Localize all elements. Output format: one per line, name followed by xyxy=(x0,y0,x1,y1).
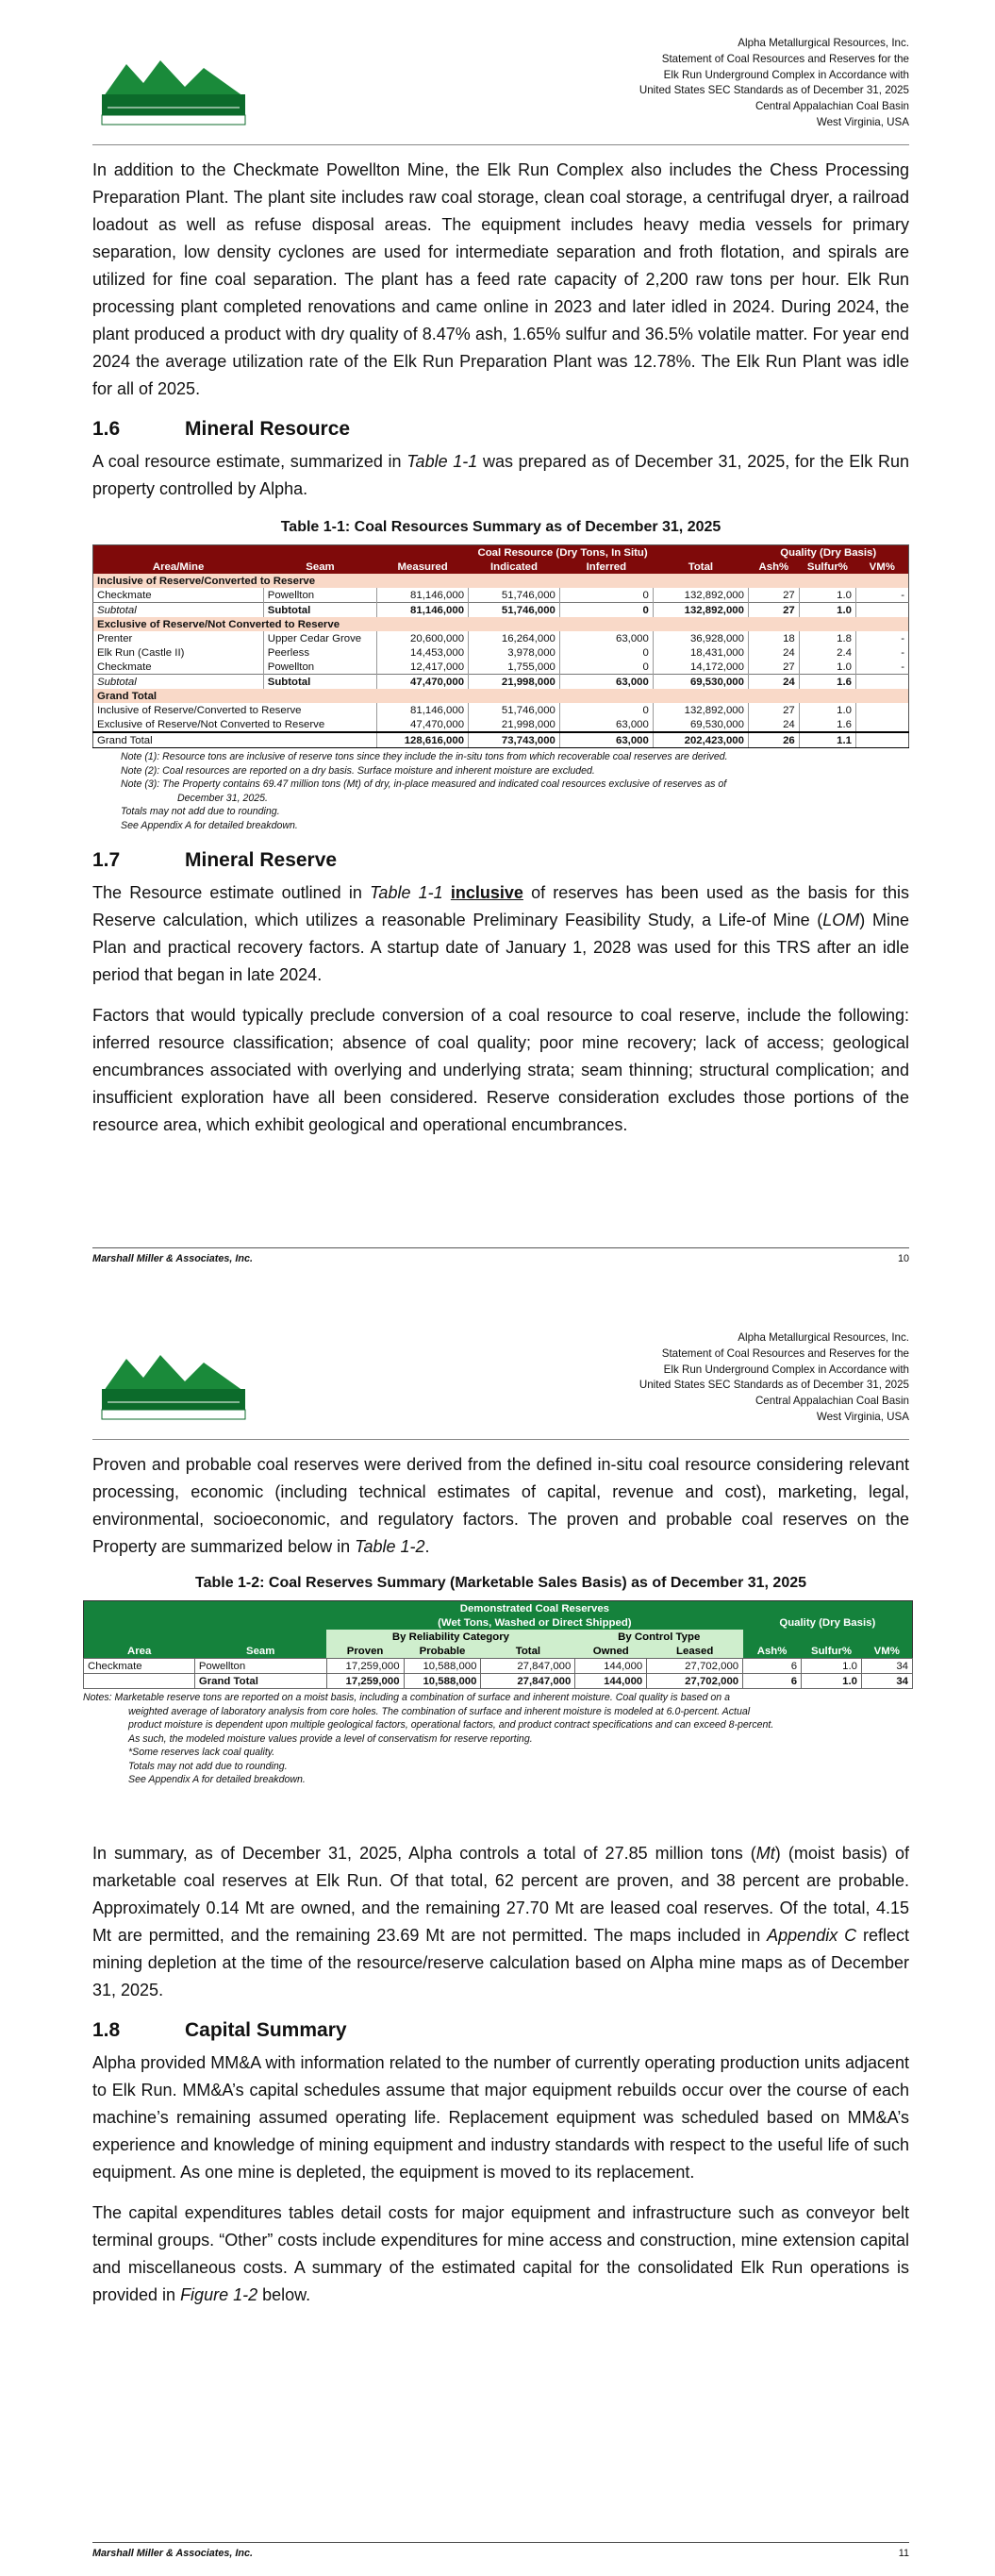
table-cell: 1.0 xyxy=(802,1659,862,1674)
table-cell: Grand Total xyxy=(93,732,377,748)
table-cell: 21,998,000 xyxy=(469,717,560,732)
table-cell: Peerless xyxy=(263,645,376,660)
table-cell: 51,746,000 xyxy=(469,603,560,618)
table-1-1-caption: Table 1-1: Coal Resources Summary as of December 31, 2025 xyxy=(280,519,721,535)
table-cell xyxy=(855,717,908,732)
table-cell: 34 xyxy=(862,1674,913,1689)
table-grand-total-row xyxy=(93,732,909,748)
page-number: 11 xyxy=(898,2548,909,2559)
page-footer xyxy=(92,1253,909,1264)
table-cell: 34 xyxy=(862,1659,913,1674)
page-11 xyxy=(0,1295,995,2576)
table-cell: 0 xyxy=(559,588,653,603)
table-cell: 63,000 xyxy=(559,732,653,748)
table-cell: Exclusive of Reserve/Not Converted to Reserve xyxy=(93,617,909,631)
mma-logo xyxy=(98,1349,249,1423)
table-cell: 81,146,000 xyxy=(377,603,469,618)
table-cell: 18 xyxy=(748,631,799,645)
table-cell: Inclusive of Reserve/Converted to Reserve xyxy=(97,704,302,716)
report-header-text: Alpha Metallurgical Resources, Inc. Statement of Coal Resources and Reserves for the Elk Run Underground Complex in Accordance with United States SEC Standards as of December 31, 2025 Central Appalachian Coal Basin West Virginia, USA xyxy=(638,37,909,128)
table-cell: Subtotal xyxy=(263,675,376,690)
table-cell: 81,146,000 xyxy=(377,588,469,603)
table-cell: - xyxy=(855,631,908,645)
table-cell: 144,000 xyxy=(575,1674,647,1689)
table-cell: 0 xyxy=(559,603,653,618)
table-row xyxy=(84,1659,913,1674)
table-cell: Grand Total xyxy=(194,1674,326,1689)
table-cell: Exclusive of Reserve/Not Converted to Reserve xyxy=(97,718,325,730)
table-cell xyxy=(84,1674,195,1689)
section-1-6-paragraph: A coal resource estimate, summarized in Table 1-1 was prepared as of December 31, 2025, for the Elk Run property controlled by Alpha. xyxy=(92,452,910,498)
table-cell: 1,755,000 xyxy=(469,660,560,675)
table-grand-total-row xyxy=(84,1674,913,1689)
report-header-text: Alpha Metallurgical Resources, Inc. Statement of Coal Resources and Reserves for the Elk Run Underground Complex in Accordance with United States SEC Standards as of December 31, 2025 Central Appalachian Coal Basin West Virginia, USA xyxy=(638,1331,909,1423)
section-1-8-heading: 1.8 Capital Summary xyxy=(92,2019,347,2041)
table-cell: - xyxy=(855,645,908,660)
quality-header: Quality (Dry Basis) xyxy=(743,1601,913,1645)
table-cell: Checkmate xyxy=(97,589,152,601)
table-subtotal-row xyxy=(93,675,909,690)
table-cell: 36,928,000 xyxy=(653,631,748,645)
table-1-1-notes: Note (1): Resource tons are inclusive of reserve tons since they include the in-situ tons from which recoverable coal reserves are derived. Note (2): Coal resources are reported on a dry basis. Surface moisture and inherent moisture are excluded. Note (3): The Property contains 69.47 million tons (Mt) of dry, in-place measured and indicated coal resources exclusive of reserves as of December 31, 2025. Totals may not add due to rounding. See Appendix A for detailed breakdown. xyxy=(121,751,728,831)
table-cell: 14,453,000 xyxy=(377,645,469,660)
table-cell: 27,847,000 xyxy=(481,1674,575,1689)
table-cell: 1.0 xyxy=(799,660,855,675)
page-10-body xyxy=(92,157,909,1139)
table-cell: 63,000 xyxy=(559,631,653,645)
mma-logo xyxy=(98,55,249,128)
table-cell: Powellton xyxy=(263,588,376,603)
table-cell: Subtotal xyxy=(93,675,264,690)
section-1-7-paragraph-2: Factors that would typically preclude conversion of a coal resource to coal reserve, include the following: inferred resource classification; absence of coal quality; poor mine recovery; lack of access; geological encumbrances associated with overlying and underlying strata; seam thinning; structural complication; and insufficient exploration have all been considered. Reserve consideration excludes those portions of the resource area, which exhibit geological and operational encumbrances. xyxy=(92,1006,909,1134)
table-cell: 63,000 xyxy=(559,717,653,732)
table-cell: 27 xyxy=(748,660,799,675)
table-cell: 2.4 xyxy=(799,645,855,660)
table-cell: 132,892,000 xyxy=(653,588,748,603)
table-cell: Inclusive of Reserve/Converted to Reserve xyxy=(93,574,909,588)
table-cell: Powellton xyxy=(194,1659,326,1674)
table-cell: 27 xyxy=(748,588,799,603)
table-cell: 0 xyxy=(559,645,653,660)
page-footer xyxy=(92,2548,909,2559)
reliability-header: By Reliability Category xyxy=(326,1630,575,1644)
table-cell: 81,146,000 xyxy=(377,703,469,717)
reserves-intro-paragraph: Proven and probable coal reserves were derived from the defined in-situ coal resource considering relevant processing, economic (including technical estimates of capital, revenue and cost), marketing, legal, environmental, socioeconomic, and regulatory factors. The proven and probable coal reserves on the Property are summarized below in Table 1-2. xyxy=(92,1455,909,1556)
table-cell: Checkmate xyxy=(84,1659,195,1674)
reserves-group-header: Demonstrated Coal Reserves xyxy=(326,1601,743,1616)
reserves-subgroup-header: (Wet Tons, Washed or Direct Shipped) xyxy=(326,1615,743,1630)
table-cell: 17,259,000 xyxy=(326,1674,404,1689)
table-cell: 51,746,000 xyxy=(469,703,560,717)
table-1-2-wrap xyxy=(83,1600,913,1787)
table-cell: 144,000 xyxy=(575,1659,647,1674)
table-1-2-column-headers: Area Seam Proven Probable Total Owned Leased Ash% Sulfur% VM% xyxy=(84,1644,913,1659)
table-row xyxy=(93,588,909,603)
table-row xyxy=(93,660,909,675)
table-1-2-notes: Notes: Marketable reserve tons are reported on a moist basis, including a combination of surface and inherent moisture. Coal quality is based on a weighted average of laboratory analysis from core holes. The combination of surface and inherent moisture is modeled at 6.0-percent. Actual product moisture is dependent upon multiple geological factors, operational factors, and product contract specifications and can exceed 8-percent. As such, the modeled moisture values provide a level of conservatism for reserve reporting. *Some reserves lack coal quality. Totals may not add due to rounding. See Appendix A for detailed breakdown. xyxy=(83,1692,774,1785)
table-cell: 6 xyxy=(743,1674,802,1689)
section-1-7-heading: 1.7 Mineral Reserve xyxy=(92,849,338,871)
table-cell: - xyxy=(855,588,908,603)
table-cell: 47,470,000 xyxy=(377,675,469,690)
header-divider xyxy=(92,1439,909,1440)
table-row xyxy=(93,717,909,732)
page-11-body xyxy=(92,1451,909,1600)
table-cell: 63,000 xyxy=(559,675,653,690)
table-cell xyxy=(855,675,908,690)
table-section-header xyxy=(93,617,909,631)
table-cell: 6 xyxy=(743,1659,802,1674)
table-cell: 3,978,000 xyxy=(469,645,560,660)
table-cell xyxy=(855,603,908,618)
table-cell: 27,702,000 xyxy=(647,1659,743,1674)
section-1-7-paragraph-1: The Resource estimate outlined in Table 1-1 inclusive of reserves has been used as the basis for this Reserve calculation, which utilizes a reasonable Preliminary Feasibility Study, a Life-of Mine (LOM) Mine Plan and practical recovery factors. A startup date of January 1, 2028 was used for this TRS after an idle period that began in late 2024. xyxy=(92,883,909,984)
table-1-1-column-headers: Area/Mine Seam Measured Indicated Inferred Total Ash% Sulfur% VM% xyxy=(93,560,909,574)
table-cell: 73,743,000 xyxy=(469,732,560,748)
table-cell: 1.6 xyxy=(799,675,855,690)
header-divider xyxy=(92,144,909,145)
table-cell: Checkmate xyxy=(97,661,152,673)
table-row xyxy=(93,645,909,660)
resource-group-header: Coal Resource (Dry Tons, In Situ) xyxy=(377,545,749,560)
table-cell: 0 xyxy=(559,703,653,717)
table-cell: 14,172,000 xyxy=(653,660,748,675)
table-cell xyxy=(855,703,908,717)
table-cell: 10,588,000 xyxy=(404,1659,481,1674)
section-1-6-heading: 1.6 Mineral Resource xyxy=(92,418,351,440)
table-1-2 xyxy=(83,1600,913,1689)
table-cell: Grand Total xyxy=(93,689,909,703)
page-header xyxy=(0,0,995,151)
table-cell: 1.8 xyxy=(799,631,855,645)
table-cell: 24 xyxy=(748,645,799,660)
table-cell: 27 xyxy=(748,603,799,618)
quality-group-header: Quality (Dry Basis) xyxy=(748,545,908,560)
page-10 xyxy=(0,0,995,1283)
table-cell: 12,417,000 xyxy=(377,660,469,675)
table-cell: 18,431,000 xyxy=(653,645,748,660)
table-cell: 24 xyxy=(748,675,799,690)
table-cell: 1.0 xyxy=(799,588,855,603)
footer-divider xyxy=(92,1247,909,1248)
table-cell: Prenter xyxy=(97,632,133,644)
table-cell: 128,616,000 xyxy=(377,732,469,748)
table-cell: 27,847,000 xyxy=(481,1659,575,1674)
table-cell: 69,530,000 xyxy=(653,675,748,690)
table-cell xyxy=(855,732,908,748)
table-cell: 16,264,000 xyxy=(469,631,560,645)
table-cell: 1.6 xyxy=(799,717,855,732)
control-header: By Control Type xyxy=(575,1630,743,1644)
table-cell: 132,892,000 xyxy=(653,703,748,717)
table-cell: Subtotal xyxy=(263,603,376,618)
section-1-8-paragraph-1: Alpha provided MM&A with information related to the number of currently operating production units adjacent to Elk Run. MM&A’s capital schedules assume that major equipment rebuilds occur over the course of each machine’s remaining assumed operating life. Replacement equipment was scheduled based on MM&A’s experience and knowledge of mining equipment and industry standards with respect to the useful life of such equipment. As one mine is depleted, the equipment is moved to its replacement. xyxy=(92,2053,909,2182)
table-row xyxy=(93,703,909,717)
table-section-header xyxy=(93,574,909,588)
table-row xyxy=(93,631,909,645)
table-1-2-caption: Table 1-2: Coal Reserves Summary (Marketable Sales Basis) as of December 31, 2025 xyxy=(194,1575,807,1591)
table-cell: 26 xyxy=(748,732,799,748)
page-header xyxy=(0,1295,995,1446)
table-cell: 17,259,000 xyxy=(326,1659,404,1674)
table-cell: 0 xyxy=(559,660,653,675)
table-cell: Powellton xyxy=(263,660,376,675)
table-cell: 47,470,000 xyxy=(377,717,469,732)
table-cell: 27,702,000 xyxy=(647,1674,743,1689)
table-cell: 1.1 xyxy=(799,732,855,748)
table-cell: Elk Run (Castle II) xyxy=(97,646,185,659)
table-cell: Upper Cedar Grove xyxy=(263,631,376,645)
table-cell: 1.0 xyxy=(802,1674,862,1689)
table-cell: 24 xyxy=(748,717,799,732)
table-cell: 27 xyxy=(748,703,799,717)
table-cell: Subtotal xyxy=(93,603,264,618)
table-cell: - xyxy=(855,660,908,675)
footer-divider xyxy=(92,2542,909,2543)
table-cell: 1.0 xyxy=(799,703,855,717)
table-cell: 69,530,000 xyxy=(653,717,748,732)
table-cell: 21,998,000 xyxy=(469,675,560,690)
page-11-body-lower xyxy=(92,1840,909,2309)
table-cell: 132,892,000 xyxy=(653,603,748,618)
section-1-8-paragraph-2: The capital expenditures tables detail costs for major equipment and infrastructure such as conveyor belt terminal groups. “Other” costs include expenditures for mine access and construction, mine extension capital and miscellaneous costs. A summary of the estimated capital for the consolidated Elk Run operations is provided in Figure 1-2 below. xyxy=(92,2203,909,2304)
table-cell: 10,588,000 xyxy=(404,1674,481,1689)
table-subtotal-row xyxy=(93,603,909,618)
table-cell: 20,600,000 xyxy=(377,631,469,645)
footer-company: Marshall Miller & Associates, Inc. xyxy=(92,2548,254,2559)
table-cell: 202,423,000 xyxy=(653,732,748,748)
intro-paragraph: In addition to the Checkmate Powellton Mine, the Elk Run Complex also includes the Chess Processing Preparation Plant. The plant site includes raw coal storage, clean coal storage, a centrifugal dryer, a railroad loadout as well as refuse disposal areas. The equipment includes heavy media vessels for primary separation, low density cyclones are used for intermediate separation and froth flotation, and spirals are utilized for fine coal separation. The plant has a feed rate capacity of 2,200 raw tons per hour. Elk Run processing plant completed renovations and came online in 2023 and later idled in 2024. During 2024, the plant produced a product with dry quality of 8.47% ash, 1.65% sulfur and 36.5% volatile matter. For year end 2024 the average utilization rate of the Elk Run Preparation Plant was 12.78%. The Elk Run Plant was idle for all of 2025. xyxy=(92,160,909,398)
page-number: 10 xyxy=(897,1253,909,1264)
table-1-1 xyxy=(92,544,909,748)
table-cell: 51,746,000 xyxy=(469,588,560,603)
table-section-header xyxy=(93,689,909,703)
reserves-summary-paragraph: In summary, as of December 31, 2025, Alpha controls a total of 27.85 million tons (Mt) (moist basis) of marketable coal reserves at Elk Run. Of that total, 62 percent are proven, and 38 percent are probable. Approximately 0.14 Mt are owned, and the remaining 27.70 Mt are leased coal reserves. Of the total, 4.15 Mt are permitted, and the remaining 23.69 Mt are not permitted. The maps included in Appendix C reflect mining depletion at the time of the resource/reserve calculation based on Alpha mine maps as of December 31, 2025. xyxy=(92,1844,909,1999)
footer-company: Marshall Miller & Associates, Inc. xyxy=(92,1253,254,1264)
table-cell: 1.0 xyxy=(799,603,855,618)
